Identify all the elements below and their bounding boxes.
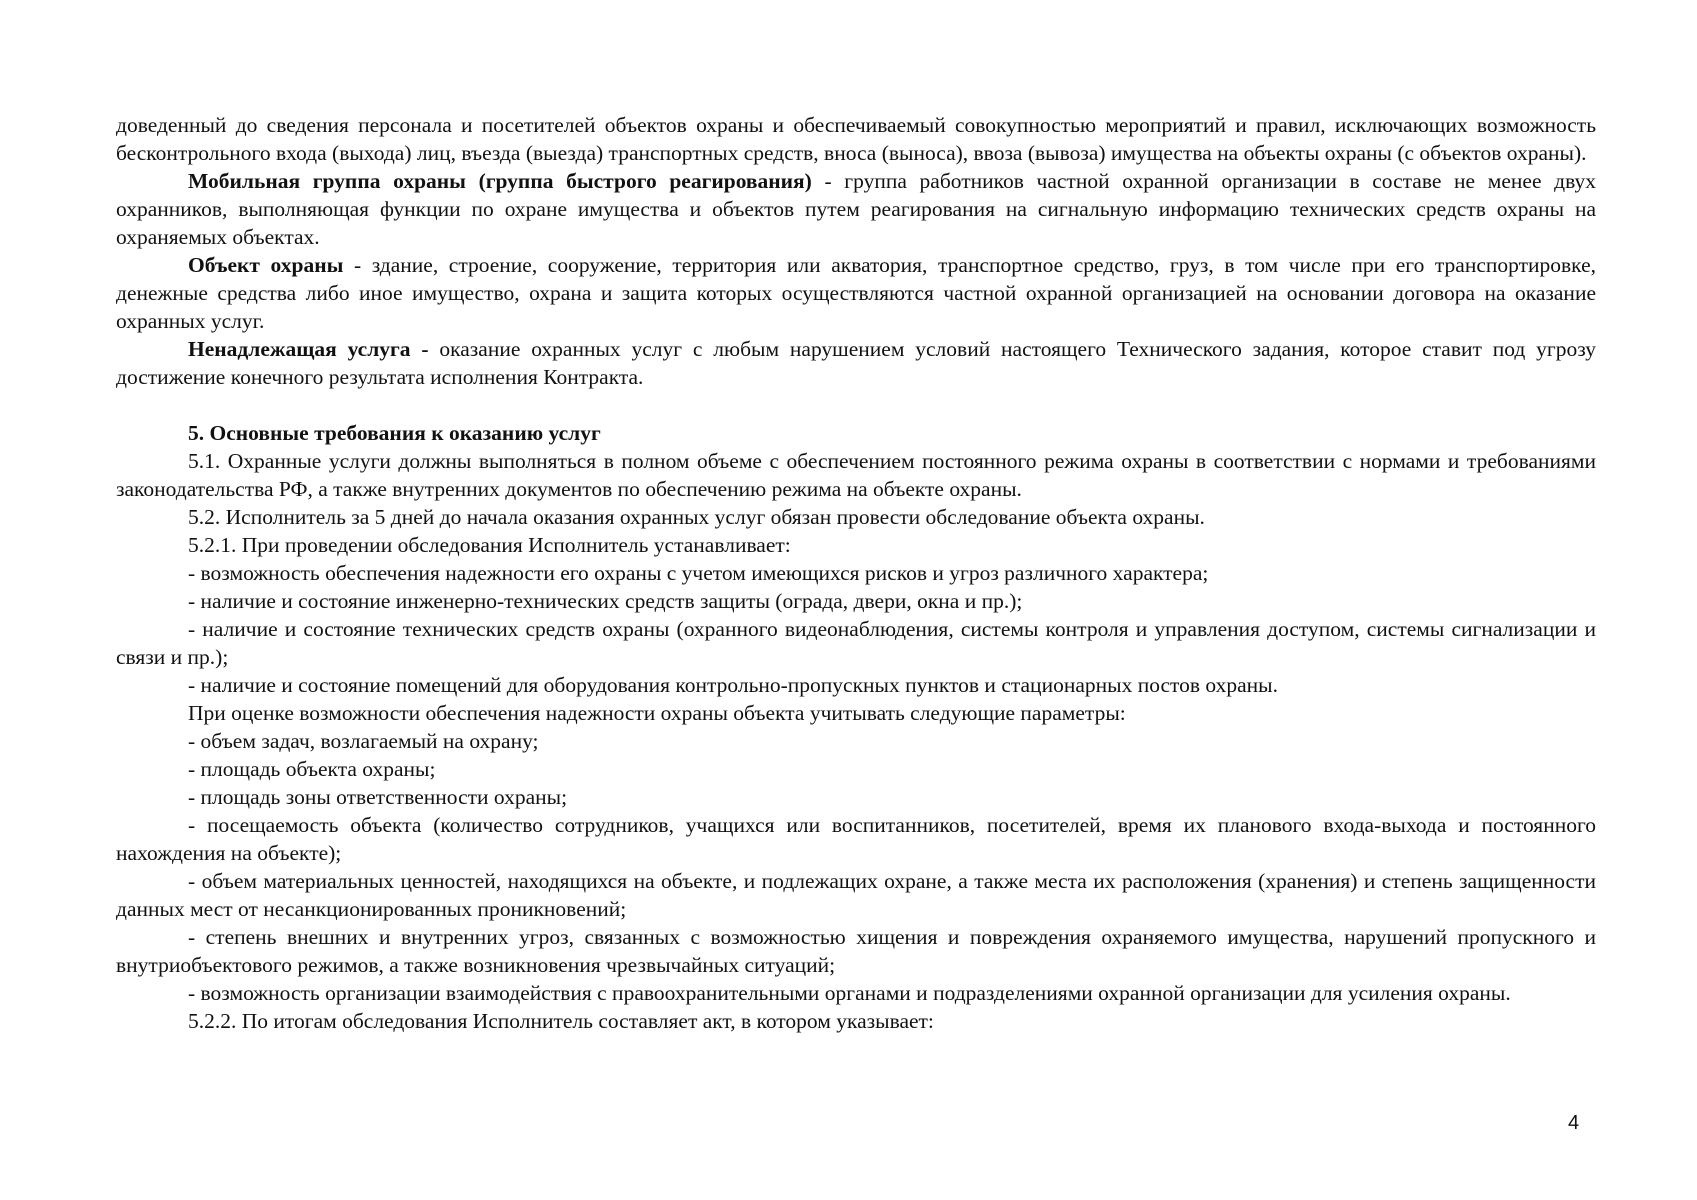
list-item: - степень внешних и внутренних угроз, связанных с возможностью хищения и повреждения охраняемого имущества, нарушений пропускного и внутриобъектового режимов, а также возникновения чрезвычайных ситуаций;: [116, 925, 1596, 977]
list-item: - объем материальных ценностей, находящихся на объекте, и подлежащих охране, а также места их расположения (хранения) и степень защищенности данных мест от несанкционированных проникновений;: [116, 869, 1596, 921]
definition-improper-service: [116, 335, 1596, 391]
paragraph: 5.2.2. По итогам обследования Исполнитель составляет акт, в котором указывает:: [188, 1009, 934, 1033]
definition-term: Ненадлежащая услуга -: [188, 337, 429, 361]
definition-text: - группа работников частной охранной организации в составе не менее двух охранников, выполняющая функции по охране имущества и объектов путем реагирования на сигнальную информацию технических средств охраны на охраняемых объектах.: [116, 169, 1596, 249]
list-item: - площадь объекта охраны;: [188, 757, 436, 781]
list-item: - наличие и состояние технических средств охраны (охранного видеонаблюдения, системы контроля и управления доступом, системы сигнализации и связи и пр.);: [116, 617, 1596, 669]
page-number: 4: [1568, 1112, 1580, 1134]
list-item: - наличие и состояние помещений для оборудования контрольно-пропускных пунктов и стационарных постов охраны.: [188, 673, 1279, 697]
paragraph: 5.2. Исполнитель за 5 дней до начала оказания охранных услуг обязан провести обследование объекта охраны.: [188, 505, 1205, 529]
definition-security-object: [116, 251, 1596, 335]
paragraph: При оценке возможности обеспечения надежности охраны объекта учитывать следующие параметры:: [188, 701, 1126, 725]
definition-term: Объект охраны: [188, 253, 344, 277]
list-item: - возможность организации взаимодействия с правоохранительными органами и подразделениями охранной организации для усиления охраны.: [188, 981, 1511, 1005]
paragraph: 5.1. Охранные услуги должны выполняться в полном объеме с обеспечением постоянного режима охраны в соответствии с нормами и требованиями законодательства РФ, а также внутренних документов по обеспечению режима на объекте охраны.: [116, 449, 1596, 501]
list-item: - площадь зоны ответственности охраны;: [188, 785, 568, 809]
section-spacer: [116, 391, 1596, 419]
list-item: - объем задач, возлагаемый на охрану;: [188, 729, 539, 753]
intro-paragraph: доведенный до сведения персонала и посетителей объектов охраны и обеспечиваемый совокупностью мероприятий и правил, исключающих возможность бесконтрольного входа (выхода) лиц, въезда (выезда) транспортных средств, вноса (выноса), ввоза (вывоза) имущества на объекты охраны (с объектов охраны).: [116, 113, 1596, 165]
list-item: - наличие и состояние инженерно-технических средств защиты (ограда, двери, окна и пр.);: [188, 589, 1023, 613]
definition-text: - здание, строение, сооружение, территория или акватория, транспортное средство, груз, в том числе при его транспортировке, денежные средства либо иное имущество, охрана и защита которых осуществляются частной охранной организацией на основании договора на оказание охранных услуг.: [116, 253, 1596, 333]
page-content: [116, 111, 1596, 1035]
list-item: - возможность обеспечения надежности его охраны с учетом имеющихся рисков и угроз различного характера;: [188, 561, 1209, 585]
definition-term: Мобильная группа охраны (группа быстрого реагирования): [188, 169, 812, 193]
definition-mobile-group: [116, 167, 1596, 251]
definition-text: оказание охранных услуг с любым нарушением условий настоящего Технического задания, которое ставит под угрозу достижение конечного результата исполнения Контракта.: [116, 337, 1597, 389]
list-item: - посещаемость объекта (количество сотрудников, учащихся или воспитанников, посетителей, время их планового входа-выхода и постоянного нахождения на объекте);: [116, 813, 1596, 865]
section-heading: 5. Основные требования к оказанию услуг: [188, 421, 601, 445]
paragraph: 5.2.1. При проведении обследования Исполнитель устанавливает:: [188, 533, 791, 557]
